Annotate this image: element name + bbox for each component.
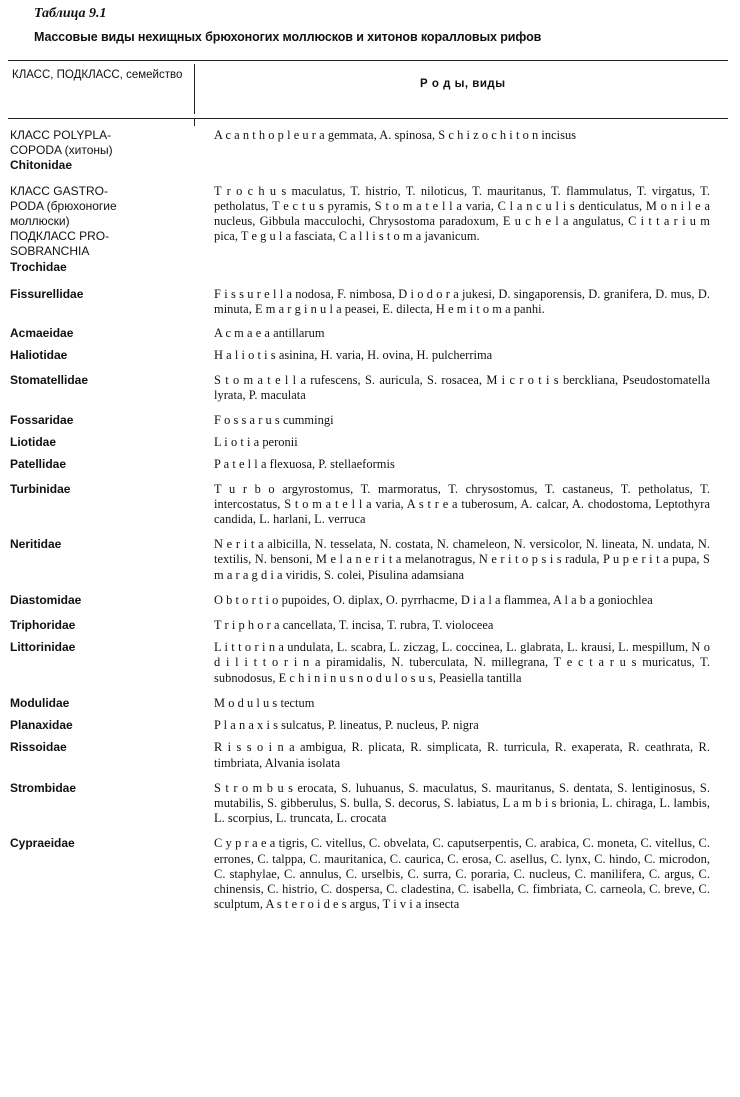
table-row: [0, 593, 740, 608]
species-cell: A c m a e a antillarum: [214, 326, 325, 341]
family-name: Planaxidae: [10, 718, 73, 733]
species-cell: T u r b o argyrostomus, T. marmoratus, T. chrysostomus, T. castaneus, T. petholatus, T. intercostatus, S t o m a t e l l a varia, A s t r e a tuberosum, A. calcar, A. chodostoma, Leptothyra candida, L. harlani, L. verruca: [214, 481, 710, 527]
table-row: [0, 435, 740, 450]
family-name: Triphoridae: [10, 618, 76, 633]
table-row: [0, 326, 740, 341]
class-name: ПОДКЛАСС PRO-: [10, 229, 110, 244]
family-name: Rissoidae: [10, 740, 67, 755]
family-cell: [0, 287, 198, 317]
row-spacer: [0, 711, 740, 718]
species-cell: A c a n t h o p l e u r a gemmata, A. spinosa, S c h i z o c h i t o n incisus: [214, 128, 577, 142]
table-top-rule: [8, 60, 728, 61]
family-cell: [0, 348, 198, 363]
body-column-divider: [194, 118, 195, 126]
species-cell: R i s s o i n a ambigua, R. plicata, R. simplicata, R. turricula, R. exaperata, R. ceathrata, R. timbriata, Alvania isolata: [214, 740, 710, 770]
family-cell: [0, 696, 198, 711]
family-name: Littorinidae: [10, 640, 76, 655]
species-cell: C y p r a e a tigris, C. vitellus, C. obvelata, C. caputserpentis, C. arabica, C. moneta, C. vitellus, C. errones, C. talppa, C. mauritanica, C. caurica, C. erosa, C. asellus, C. lynx, C. hindo, C. microdon, C. staphylae, C. annulus, C. urselbis, C. surra, C. poraria, C. nucleus, C. manilifera, C. argus, C. chinensis, C. histrio, C. dospersa, C. cladestina, C. isabella, C. fimbriata, C. carneola, C. breve, C. sculptum, A s t e r o i d e s argus, T i v i a insecta: [214, 836, 710, 912]
species-cell: M o d u l u s tectum: [214, 695, 315, 710]
table-row: [0, 128, 740, 174]
row-spacer: [0, 583, 740, 593]
family-cell: [0, 781, 198, 827]
table-row: [0, 836, 740, 912]
row-spacer: [0, 733, 740, 740]
species-cell: P l a n a x i s sulcatus, P. lineatus, P. nucleus, P. nigra: [214, 718, 479, 733]
row-spacer: [0, 633, 740, 640]
table-row: [0, 413, 740, 428]
family-cell: [0, 128, 198, 174]
table-row: [0, 640, 740, 686]
family-cell: [0, 457, 198, 472]
row-spacer: [0, 527, 740, 537]
table-row: [0, 373, 740, 403]
family-name: Stomatellidae: [10, 372, 89, 387]
family-cell: [0, 326, 198, 341]
family-name: Liotidae: [10, 435, 57, 450]
row-spacer: [0, 174, 740, 184]
row-spacer: [0, 686, 740, 696]
row-spacer: [0, 608, 740, 618]
table-row: [0, 287, 740, 317]
table-caption: Массовые виды нехищных брюхоногих моллюсков и хитонов коралловых рифов: [34, 30, 542, 44]
species-cell: P a t e l l a flexuosa, P. stellaeformis: [214, 457, 395, 472]
header-class-family: КЛАСС, ПОДКЛАСС, семейство: [12, 69, 183, 81]
header-bottom-rule: [8, 118, 728, 119]
table-row: [0, 537, 740, 583]
table-row: [0, 718, 740, 733]
header-genera-species: Р о д ы, виды: [420, 78, 506, 90]
species-cell: O b t o r t i o pupoides, O. diplax, O. pyrrhacme, D i a l a flammea, A l a b a goniochlea: [214, 592, 653, 607]
row-spacer: [0, 341, 740, 348]
family-cell: [0, 618, 198, 633]
species-cell: T r o c h u s maculatus, T. histrio, T. niloticus, T. mauritanus, T. flammulatus, T. virgatus, T. petholatus, T e c t u s pyramis, S t o m a t e l l a varia, C l a n c u l i s denticulatus, M o n i l e a nucleus, Gibbula macculochi, Chrysostoma paradoxum, E u c h e l a angulatus, C i t t a r i u m pica, T e g u l a fasciata, C a l l i s t o m a javanicum.: [214, 183, 710, 244]
family-name: Diastomidae: [10, 592, 82, 607]
table-row: [0, 184, 740, 275]
species-cell: L i o t i a peronii: [214, 435, 298, 450]
class-name: COPODA (хитоны): [10, 143, 113, 158]
family-cell: [0, 482, 198, 528]
family-cell: [0, 435, 198, 450]
family-cell: [0, 640, 198, 686]
family-name: Cypraeidae: [10, 836, 75, 851]
row-spacer: [0, 364, 740, 373]
species-cell: S t r o m b u s erocata, S. luhuanus, S. maculatus, S. mauritanus, S. dentata, S. lentiginosus, S. mutabilis, S. gibberulus, S. bulla, S. decorus, S. labiatus, L a m b i s brionia, L. chiraga, L. lambis, L. scorpius, L. truncata, L. crocata: [214, 780, 710, 826]
table-body: [0, 128, 740, 912]
species-cell: N e r i t a albicilla, N. tesselata, N. costata, N. chameleon, N. versicolor, N. lineata, N. undata, N. textilis, N. bensoni, M e l a n e r i t a melanotragus, N e r i t o p s i s radula, P u p e r i t a pupa, S m a r a g d i a viridis, S. colei, Pisulina adamsiana: [214, 537, 710, 582]
row-spacer: [0, 826, 740, 836]
family-name: Fissurellidae: [10, 286, 84, 301]
species-cell: H a l i o t i s asinina, H. varia, H. ovina, H. pulcherrima: [214, 348, 493, 363]
family-cell: [0, 184, 198, 275]
family-name: Turbinidae: [10, 481, 71, 496]
family-name: Strombidae: [10, 780, 77, 795]
class-name: PODA (брюхоногие: [10, 198, 117, 213]
table-row: [0, 482, 740, 528]
family-cell: [0, 593, 198, 608]
table-row: [0, 696, 740, 711]
species-cell: L i t t o r i n a undulata, L. scabra, L. ziczag, L. coccinea, L. glabrata, L. krausi, L. mespillum, N o d i l i t t o r i n a piramidalis, N. tuberculata, N. millegrana, T e c t a r u s muricatus, T. subnodosus, E c h i n i n u s n o d u l o s u s, Peasiella tantilla: [214, 640, 710, 685]
row-spacer: [0, 403, 740, 413]
species-cell: F i s s u r e l l a nodosa, F. nimbosa, D i o d o r a jukesi, D. singaporensis, D. granifera, D. mus, D. minuta, E m a r g i n u l a peasei, E. dilecta, H e m i t o m a panhi.: [214, 286, 710, 317]
family-cell: [0, 413, 198, 428]
row-spacer: [0, 275, 740, 287]
class-name: моллюски): [10, 214, 70, 229]
row-spacer: [0, 771, 740, 781]
family-cell: [0, 740, 198, 770]
family-name: Modulidae: [10, 695, 70, 710]
table-row: [0, 740, 740, 770]
class-name: КЛАСС GASTRO-: [10, 183, 108, 198]
family-cell: [0, 373, 198, 403]
family-name: Acmaeidae: [10, 326, 74, 341]
table-number: Таблица 9.1: [34, 6, 107, 21]
species-cell: S t o m a t e l l a rufescens, S. auricula, S. rosacea, M i c r o t i s berckliana, Pseudostomatella lyrata, P. maculata: [214, 372, 710, 402]
class-name: КЛАСС POLYPLA-: [10, 128, 112, 142]
family-cell: [0, 836, 198, 912]
family-name: Trochidae: [10, 259, 67, 274]
family-name: Haliotidae: [10, 348, 68, 363]
species-cell: F o s s a r u s cummingi: [214, 413, 334, 428]
table-row: [0, 457, 740, 472]
table-row: [0, 348, 740, 363]
header-column-divider: [194, 64, 195, 114]
row-spacer: [0, 428, 740, 435]
row-spacer: [0, 317, 740, 326]
table-row: [0, 618, 740, 633]
row-spacer: [0, 473, 740, 482]
table-row: [0, 781, 740, 827]
family-cell: [0, 718, 198, 733]
family-name: Fossaridae: [10, 413, 74, 428]
family-name: Neritidae: [10, 537, 62, 552]
species-cell: T r i p h o r a cancellata, T. incisa, T. rubra, T. violoceea: [214, 618, 494, 633]
row-spacer: [0, 450, 740, 457]
family-name: Patellidae: [10, 457, 67, 472]
family-name: Chitonidae: [10, 158, 72, 173]
family-cell: [0, 537, 198, 583]
class-name: SOBRANCHIA: [10, 244, 90, 259]
